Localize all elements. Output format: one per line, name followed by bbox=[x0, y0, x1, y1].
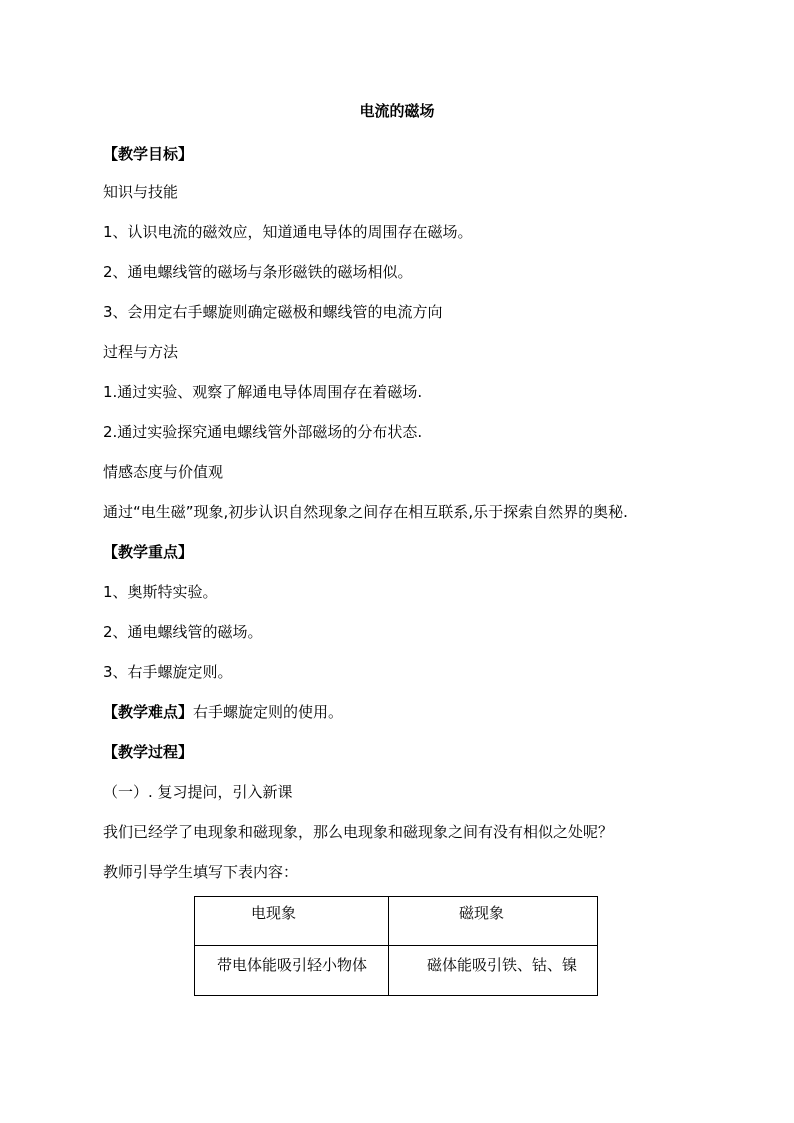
knowledge-skills-item-2: 2、通电螺线管的磁场与条形磁铁的磁场相似。 bbox=[103, 263, 413, 281]
table-cell-magnetic: 磁体能吸引铁、钴、镍 bbox=[427, 956, 578, 974]
key-points-item-3: 3、右手螺旋定则。 bbox=[103, 663, 233, 681]
process-step-1: （一）. 复习提问，引入新课 bbox=[103, 783, 293, 801]
attitude-values-text: 通过“电生磁”现象,初步认识自然现象之间存在相互联系,乐于探索自然界的奥秘. bbox=[103, 503, 628, 521]
phenomena-table bbox=[194, 896, 598, 996]
knowledge-skills-item-1: 1、认识电流的磁效应，知道通电导体的周围存在磁场。 bbox=[103, 223, 473, 241]
objectives-heading: 【教学目标】 bbox=[103, 145, 194, 163]
table-cell-electric: 带电体能吸引轻小物体 bbox=[217, 956, 368, 974]
knowledge-skills-subheading: 知识与技能 bbox=[103, 183, 179, 201]
table-row-divider bbox=[195, 945, 597, 946]
process-methods-subheading: 过程与方法 bbox=[103, 343, 179, 361]
attitude-values-subheading: 情感态度与价值观 bbox=[103, 463, 224, 481]
process-methods-item-1: 1.通过实验、观察了解通电导体周围存在着磁场. bbox=[103, 383, 423, 401]
key-points-heading: 【教学重点】 bbox=[103, 543, 194, 561]
teacher-guide: 教师引导学生填写下表内容： bbox=[103, 863, 299, 881]
difficulty-text: 右手螺旋定则的使用。 bbox=[193, 703, 344, 721]
process-heading: 【教学过程】 bbox=[103, 743, 194, 761]
document-title: 电流的磁场 bbox=[359, 102, 435, 120]
key-points-item-2: 2、通电螺线管的磁场。 bbox=[103, 623, 263, 641]
table-header-electric: 电现象 bbox=[251, 904, 297, 922]
table-column-divider bbox=[388, 897, 389, 995]
knowledge-skills-item-3: 3、会用定右手螺旋则确定磁极和螺线管的电流方向 bbox=[103, 303, 443, 321]
intro-question: 我们已经学了电现象和磁现象，那么电现象和磁现象之间有没有相似之处呢？ bbox=[103, 823, 614, 841]
process-methods-item-2: 2.通过实验探究通电螺线管外部磁场的分布状态. bbox=[103, 423, 423, 441]
difficulty-heading: 【教学难点】 bbox=[103, 703, 194, 721]
table-header-magnetic: 磁现象 bbox=[459, 904, 505, 922]
key-points-item-1: 1、奥斯特实验。 bbox=[103, 583, 218, 601]
difficulty-line bbox=[103, 702, 343, 722]
